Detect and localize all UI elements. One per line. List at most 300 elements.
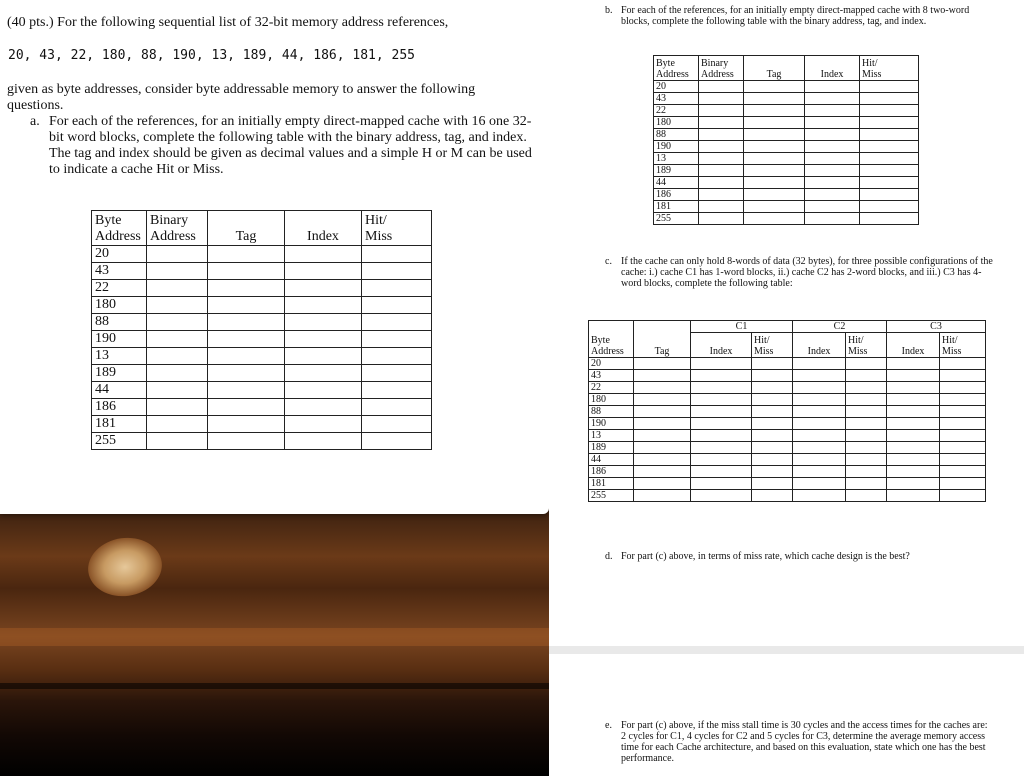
empty-cell xyxy=(793,394,846,406)
empty-cell xyxy=(362,297,432,314)
table-row xyxy=(654,93,919,105)
empty-cell xyxy=(208,280,285,297)
empty-cell xyxy=(208,433,285,450)
empty-cell xyxy=(887,430,940,442)
empty-cell xyxy=(744,81,805,93)
empty-cell xyxy=(860,177,919,189)
empty-cell xyxy=(691,358,752,370)
byte-address-cell: 189 xyxy=(589,442,634,454)
left-document-page xyxy=(0,0,549,514)
byte-address-cell: 186 xyxy=(654,189,699,201)
header-c2-hit-miss: Hit/ Miss xyxy=(846,333,887,358)
empty-cell xyxy=(699,165,744,177)
empty-cell xyxy=(805,117,860,129)
byte-address-cell: 190 xyxy=(654,141,699,153)
empty-cell xyxy=(805,189,860,201)
byte-address-cell: 22 xyxy=(589,382,634,394)
byte-address-cell: 181 xyxy=(654,201,699,213)
empty-cell xyxy=(744,141,805,153)
header-c2-index: Index xyxy=(793,333,846,358)
empty-cell xyxy=(846,382,887,394)
empty-cell xyxy=(285,263,362,280)
empty-cell xyxy=(634,394,691,406)
group-blank xyxy=(589,321,634,333)
part-a-text: For each of the references, for an initially empty direct-mapped cache with 16 one 32-bit word blocks, complete the following table with the binary address, tag, and index. The tag and index should be given as decimal values and a simple H or M can be used to indicate a cache Hit or Miss. xyxy=(49,114,532,177)
empty-cell xyxy=(285,399,362,416)
wood-knot xyxy=(84,533,165,601)
empty-cell xyxy=(208,416,285,433)
table-row xyxy=(589,418,986,430)
background-wood-photo xyxy=(0,508,549,776)
header-tag: Tag xyxy=(208,211,285,246)
header-hit-miss: Hit/ Miss xyxy=(362,211,432,246)
empty-cell xyxy=(805,93,860,105)
empty-cell xyxy=(805,177,860,189)
empty-cell xyxy=(860,81,919,93)
table-row xyxy=(654,177,919,189)
empty-cell xyxy=(793,382,846,394)
empty-cell xyxy=(846,490,887,502)
address-list: 20, 43, 22, 180, 88, 190, 13, 189, 44, 186, 181, 255 xyxy=(8,48,415,63)
empty-cell xyxy=(940,454,986,466)
table-row xyxy=(589,466,986,478)
group-c3: C3 xyxy=(887,321,986,333)
group-c2: C2 xyxy=(793,321,887,333)
empty-cell xyxy=(147,331,208,348)
table-row xyxy=(92,382,432,399)
table-row xyxy=(92,365,432,382)
empty-cell xyxy=(805,165,860,177)
empty-cell xyxy=(744,117,805,129)
empty-cell xyxy=(147,246,208,263)
table-header-row xyxy=(654,56,919,81)
empty-cell xyxy=(887,490,940,502)
empty-cell xyxy=(208,331,285,348)
part-e-text: For part (c) above, if the miss stall time is 30 cycles and the access times for the caches are: 2 cycles for C1, 4 cycles for C2 and 5 cycles for C3, determine the average memory access time for each Cache architecture, and based on this evaluation, state which one has the best performance. xyxy=(621,720,988,764)
byte-address-cell: 186 xyxy=(589,466,634,478)
empty-cell xyxy=(208,365,285,382)
table-row xyxy=(92,297,432,314)
table-row xyxy=(589,406,986,418)
empty-cell xyxy=(846,478,887,490)
byte-address-cell: 20 xyxy=(92,246,147,263)
empty-cell xyxy=(887,406,940,418)
header-binary-address: Binary Address xyxy=(147,211,208,246)
empty-cell xyxy=(147,314,208,331)
empty-cell xyxy=(744,165,805,177)
empty-cell xyxy=(147,348,208,365)
table-row xyxy=(589,442,986,454)
empty-cell xyxy=(793,418,846,430)
empty-cell xyxy=(744,153,805,165)
table-group-row xyxy=(589,321,986,333)
right-document-page-2 xyxy=(549,654,1024,776)
empty-cell xyxy=(752,394,793,406)
empty-cell xyxy=(744,129,805,141)
empty-cell xyxy=(634,358,691,370)
part-d-text: For part (c) above, in terms of miss rate, which cache design is the best? xyxy=(621,551,910,562)
empty-cell xyxy=(793,370,846,382)
empty-cell xyxy=(887,418,940,430)
table-row xyxy=(92,348,432,365)
empty-cell xyxy=(691,382,752,394)
table-row xyxy=(92,263,432,280)
empty-cell xyxy=(208,382,285,399)
empty-cell xyxy=(362,399,432,416)
table-row xyxy=(92,314,432,331)
part-d-label: d. xyxy=(605,551,613,562)
empty-cell xyxy=(846,394,887,406)
empty-cell xyxy=(887,442,940,454)
empty-cell xyxy=(285,246,362,263)
empty-cell xyxy=(699,213,744,225)
empty-cell xyxy=(805,129,860,141)
empty-cell xyxy=(634,406,691,418)
empty-cell xyxy=(691,466,752,478)
empty-cell xyxy=(691,454,752,466)
table-header-row xyxy=(589,333,986,358)
empty-cell xyxy=(940,490,986,502)
empty-cell xyxy=(793,454,846,466)
empty-cell xyxy=(793,406,846,418)
empty-cell xyxy=(846,358,887,370)
empty-cell xyxy=(208,297,285,314)
table-part-c xyxy=(588,320,986,502)
empty-cell xyxy=(846,406,887,418)
empty-cell xyxy=(805,213,860,225)
empty-cell xyxy=(805,153,860,165)
empty-cell xyxy=(846,418,887,430)
empty-cell xyxy=(940,466,986,478)
header-c1-hit-miss: Hit/ Miss xyxy=(752,333,793,358)
table-row xyxy=(654,129,919,141)
byte-address-cell: 13 xyxy=(654,153,699,165)
table-row xyxy=(654,141,919,153)
empty-cell xyxy=(147,416,208,433)
empty-cell xyxy=(362,433,432,450)
empty-cell xyxy=(793,490,846,502)
empty-cell xyxy=(285,433,362,450)
header-index: Index xyxy=(285,211,362,246)
part-c-label: c. xyxy=(605,256,612,267)
empty-cell xyxy=(285,416,362,433)
table-row xyxy=(654,117,919,129)
group-blank xyxy=(634,321,691,333)
empty-cell xyxy=(699,177,744,189)
empty-cell xyxy=(634,454,691,466)
empty-cell xyxy=(860,129,919,141)
empty-cell xyxy=(887,478,940,490)
empty-cell xyxy=(699,201,744,213)
empty-cell xyxy=(744,201,805,213)
empty-cell xyxy=(285,382,362,399)
table-row xyxy=(92,416,432,433)
empty-cell xyxy=(699,129,744,141)
empty-cell xyxy=(285,280,362,297)
empty-cell xyxy=(634,466,691,478)
empty-cell xyxy=(699,153,744,165)
empty-cell xyxy=(362,246,432,263)
empty-cell xyxy=(793,430,846,442)
empty-cell xyxy=(887,358,940,370)
empty-cell xyxy=(752,358,793,370)
table-row xyxy=(92,280,432,297)
empty-cell xyxy=(752,370,793,382)
empty-cell xyxy=(699,141,744,153)
byte-address-cell: 190 xyxy=(589,418,634,430)
empty-cell xyxy=(752,442,793,454)
empty-cell xyxy=(846,442,887,454)
empty-cell xyxy=(699,117,744,129)
header-c1-index: Index xyxy=(691,333,752,358)
empty-cell xyxy=(634,490,691,502)
header-binary-address: Binary Address xyxy=(699,56,744,81)
part-b-text: For each of the references, for an initially empty direct-mapped cache with 8 two-word blocks, complete the following table with the binary address, tag, and index. xyxy=(621,5,970,27)
empty-cell xyxy=(846,454,887,466)
byte-address-cell: 190 xyxy=(92,331,147,348)
table-row xyxy=(589,490,986,502)
byte-address-cell: 255 xyxy=(92,433,147,450)
table-row xyxy=(654,189,919,201)
empty-cell xyxy=(362,365,432,382)
table-row xyxy=(589,370,986,382)
byte-address-cell: 88 xyxy=(654,129,699,141)
table-row xyxy=(92,246,432,263)
empty-cell xyxy=(752,466,793,478)
table-row xyxy=(654,165,919,177)
table-header-row xyxy=(92,211,432,246)
empty-cell xyxy=(846,370,887,382)
empty-cell xyxy=(860,213,919,225)
empty-cell xyxy=(208,246,285,263)
header-byte-address: Byte Address xyxy=(654,56,699,81)
empty-cell xyxy=(940,418,986,430)
empty-cell xyxy=(362,416,432,433)
byte-address-cell: 255 xyxy=(654,213,699,225)
empty-cell xyxy=(362,382,432,399)
empty-cell xyxy=(744,213,805,225)
table-row xyxy=(92,331,432,348)
empty-cell xyxy=(887,394,940,406)
byte-address-cell: 186 xyxy=(92,399,147,416)
empty-cell xyxy=(860,201,919,213)
empty-cell xyxy=(147,365,208,382)
empty-cell xyxy=(793,466,846,478)
empty-cell xyxy=(691,370,752,382)
empty-cell xyxy=(691,406,752,418)
empty-cell xyxy=(634,370,691,382)
byte-address-cell: 22 xyxy=(92,280,147,297)
empty-cell xyxy=(805,81,860,93)
empty-cell xyxy=(362,280,432,297)
empty-cell xyxy=(634,430,691,442)
empty-cell xyxy=(887,382,940,394)
empty-cell xyxy=(208,348,285,365)
byte-address-cell: 20 xyxy=(654,81,699,93)
header-tag: Tag xyxy=(744,56,805,81)
empty-cell xyxy=(752,490,793,502)
empty-cell xyxy=(147,263,208,280)
empty-cell xyxy=(846,466,887,478)
empty-cell xyxy=(744,177,805,189)
empty-cell xyxy=(860,117,919,129)
empty-cell xyxy=(752,454,793,466)
empty-cell xyxy=(860,165,919,177)
header-byte-address: Byte Address xyxy=(589,333,634,358)
wood-grain-dark xyxy=(0,683,549,689)
header-c3-index: Index xyxy=(887,333,940,358)
table-row xyxy=(589,454,986,466)
empty-cell xyxy=(691,394,752,406)
empty-cell xyxy=(744,93,805,105)
empty-cell xyxy=(285,297,362,314)
empty-cell xyxy=(285,331,362,348)
empty-cell xyxy=(285,365,362,382)
table-row xyxy=(589,430,986,442)
byte-address-cell: 44 xyxy=(654,177,699,189)
table-row xyxy=(92,399,432,416)
group-c1: C1 xyxy=(691,321,793,333)
table-row xyxy=(654,105,919,117)
empty-cell xyxy=(752,478,793,490)
part-c-text: If the cache can only hold 8-words of data (32 bytes), for three possible configurations of the cache: i.) cache C1 has 1-word blocks, ii.) cache C2 has 2-word blocks, and iii.) C3 has 4-word blocks, complete the following table: xyxy=(621,256,993,289)
empty-cell xyxy=(285,314,362,331)
header-c3-hit-miss: Hit/ Miss xyxy=(940,333,986,358)
empty-cell xyxy=(940,394,986,406)
empty-cell xyxy=(362,348,432,365)
byte-address-cell: 180 xyxy=(589,394,634,406)
table-row xyxy=(654,81,919,93)
empty-cell xyxy=(147,433,208,450)
empty-cell xyxy=(752,382,793,394)
byte-address-cell: 88 xyxy=(589,406,634,418)
question-given-text: given as byte addresses, consider byte addressable memory to answer the following questions. xyxy=(7,82,476,113)
table-part-a xyxy=(91,210,432,450)
empty-cell xyxy=(805,201,860,213)
byte-address-cell: 43 xyxy=(92,263,147,280)
byte-address-cell: 180 xyxy=(92,297,147,314)
empty-cell xyxy=(699,81,744,93)
empty-cell xyxy=(744,105,805,117)
byte-address-cell: 43 xyxy=(589,370,634,382)
empty-cell xyxy=(362,314,432,331)
byte-address-cell: 20 xyxy=(589,358,634,370)
right-document-page xyxy=(549,0,1024,646)
byte-address-cell: 44 xyxy=(92,382,147,399)
empty-cell xyxy=(691,478,752,490)
empty-cell xyxy=(147,297,208,314)
byte-address-cell: 189 xyxy=(654,165,699,177)
empty-cell xyxy=(805,105,860,117)
empty-cell xyxy=(691,490,752,502)
empty-cell xyxy=(940,382,986,394)
empty-cell xyxy=(860,189,919,201)
empty-cell xyxy=(699,105,744,117)
empty-cell xyxy=(940,478,986,490)
empty-cell xyxy=(940,406,986,418)
byte-address-cell: 255 xyxy=(589,490,634,502)
byte-address-cell: 22 xyxy=(654,105,699,117)
empty-cell xyxy=(362,331,432,348)
empty-cell xyxy=(147,399,208,416)
part-a-label: a. xyxy=(30,114,40,129)
byte-address-cell: 43 xyxy=(654,93,699,105)
header-hit-miss: Hit/ Miss xyxy=(860,56,919,81)
empty-cell xyxy=(752,430,793,442)
empty-cell xyxy=(147,280,208,297)
empty-cell xyxy=(208,399,285,416)
byte-address-cell: 181 xyxy=(589,478,634,490)
table-row xyxy=(654,153,919,165)
empty-cell xyxy=(285,348,362,365)
empty-cell xyxy=(940,370,986,382)
empty-cell xyxy=(634,442,691,454)
empty-cell xyxy=(699,93,744,105)
empty-cell xyxy=(805,141,860,153)
empty-cell xyxy=(940,358,986,370)
byte-address-cell: 88 xyxy=(92,314,147,331)
empty-cell xyxy=(744,189,805,201)
table-row xyxy=(654,201,919,213)
empty-cell xyxy=(860,141,919,153)
empty-cell xyxy=(846,430,887,442)
header-byte-address: Byte Address xyxy=(92,211,147,246)
empty-cell xyxy=(860,105,919,117)
empty-cell xyxy=(691,430,752,442)
empty-cell xyxy=(860,153,919,165)
byte-address-cell: 44 xyxy=(589,454,634,466)
byte-address-cell: 181 xyxy=(92,416,147,433)
part-b-label: b. xyxy=(605,5,613,16)
empty-cell xyxy=(887,370,940,382)
empty-cell xyxy=(699,189,744,201)
empty-cell xyxy=(634,382,691,394)
table-row xyxy=(589,478,986,490)
table-row xyxy=(654,213,919,225)
table-row xyxy=(92,433,432,450)
header-index: Index xyxy=(805,56,860,81)
empty-cell xyxy=(940,442,986,454)
table-row xyxy=(589,358,986,370)
empty-cell xyxy=(362,263,432,280)
empty-cell xyxy=(887,454,940,466)
part-e-label: e. xyxy=(605,720,612,731)
question-header: (40 pts.) For the following sequential list of 32-bit memory address references, xyxy=(7,15,449,30)
empty-cell xyxy=(208,263,285,280)
empty-cell xyxy=(208,314,285,331)
header-tag: Tag xyxy=(634,333,691,358)
empty-cell xyxy=(793,442,846,454)
byte-address-cell: 13 xyxy=(589,430,634,442)
table-row xyxy=(589,394,986,406)
empty-cell xyxy=(793,478,846,490)
empty-cell xyxy=(793,358,846,370)
empty-cell xyxy=(940,430,986,442)
table-row xyxy=(589,382,986,394)
empty-cell xyxy=(691,442,752,454)
empty-cell xyxy=(887,466,940,478)
wood-grain xyxy=(0,628,549,646)
byte-address-cell: 13 xyxy=(92,348,147,365)
empty-cell xyxy=(634,478,691,490)
empty-cell xyxy=(752,418,793,430)
byte-address-cell: 180 xyxy=(654,117,699,129)
empty-cell xyxy=(691,418,752,430)
empty-cell xyxy=(860,93,919,105)
table-part-b xyxy=(653,55,919,225)
empty-cell xyxy=(147,382,208,399)
empty-cell xyxy=(634,418,691,430)
